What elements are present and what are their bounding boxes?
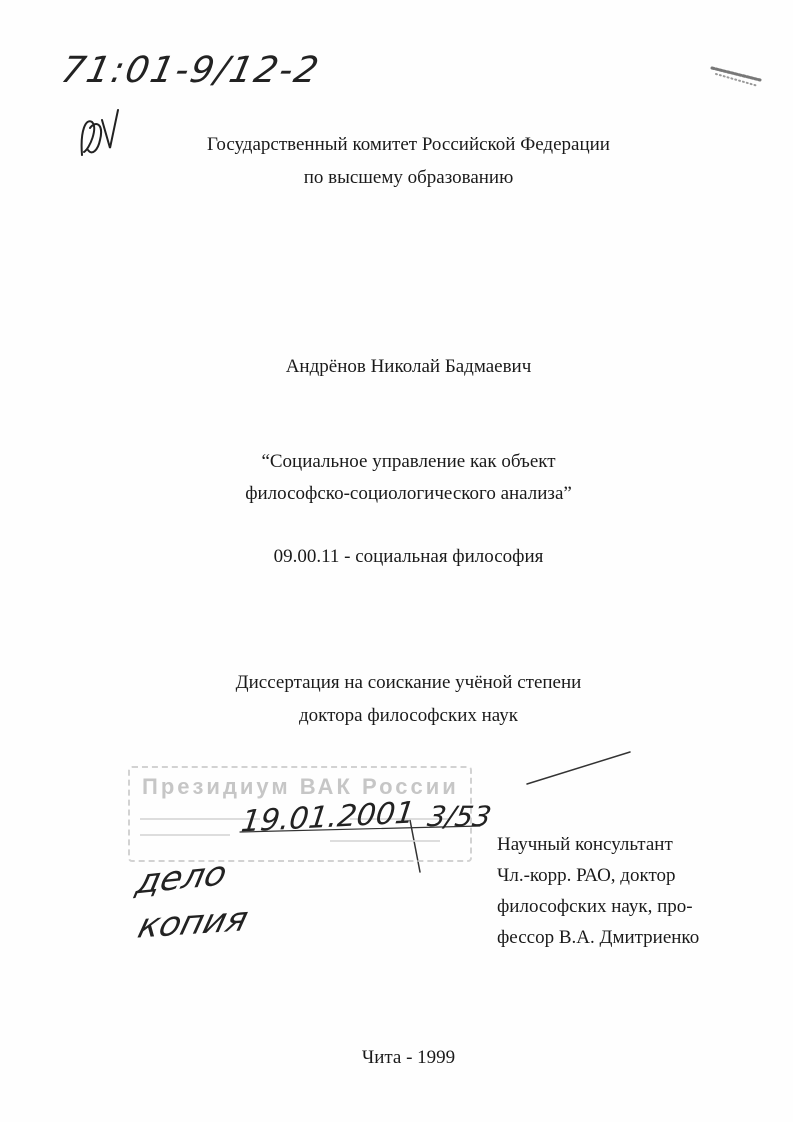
stamp-title: Президиум ВАК России — [142, 774, 459, 799]
committee-title: Государственный комитет Российской Федерации — [207, 134, 610, 155]
handwritten-catalog-number: 71:01-9/12-2 — [57, 50, 324, 91]
committee-subtitle: по высшему образованию — [303, 167, 514, 188]
dissertation-title-line1: “Социальное управление как объект — [261, 451, 556, 472]
consultant-line3: философских наук, про- — [497, 896, 693, 917]
author-name: Андрёнов Николай Бадмаевич — [285, 356, 532, 377]
consultant-block — [497, 829, 699, 953]
consultant-line1: Научный консультант — [497, 834, 673, 855]
specialty-code: 09.00.11 - социальная философия — [273, 546, 544, 567]
dissertation-title-line2: философско-социологического анализа” — [245, 483, 572, 504]
handwritten-stamp-number: 3/53 — [425, 800, 494, 833]
city-year: Чита - 1999 — [361, 1047, 456, 1068]
degree-line2: доктора философских наук — [298, 705, 518, 726]
handwritten-note-line1: дело — [132, 853, 231, 903]
handwritten-note-line2: копия — [133, 899, 253, 947]
consultant-line4: фессор В.А. Дмитриенко — [497, 927, 700, 948]
handwritten-stamp-date: 19.01.2001 — [239, 795, 417, 840]
consultant-line2: Чл.-корр. РАО, доктор — [497, 865, 676, 886]
degree-line1: Диссертация на соискание учёной степени — [235, 672, 582, 693]
